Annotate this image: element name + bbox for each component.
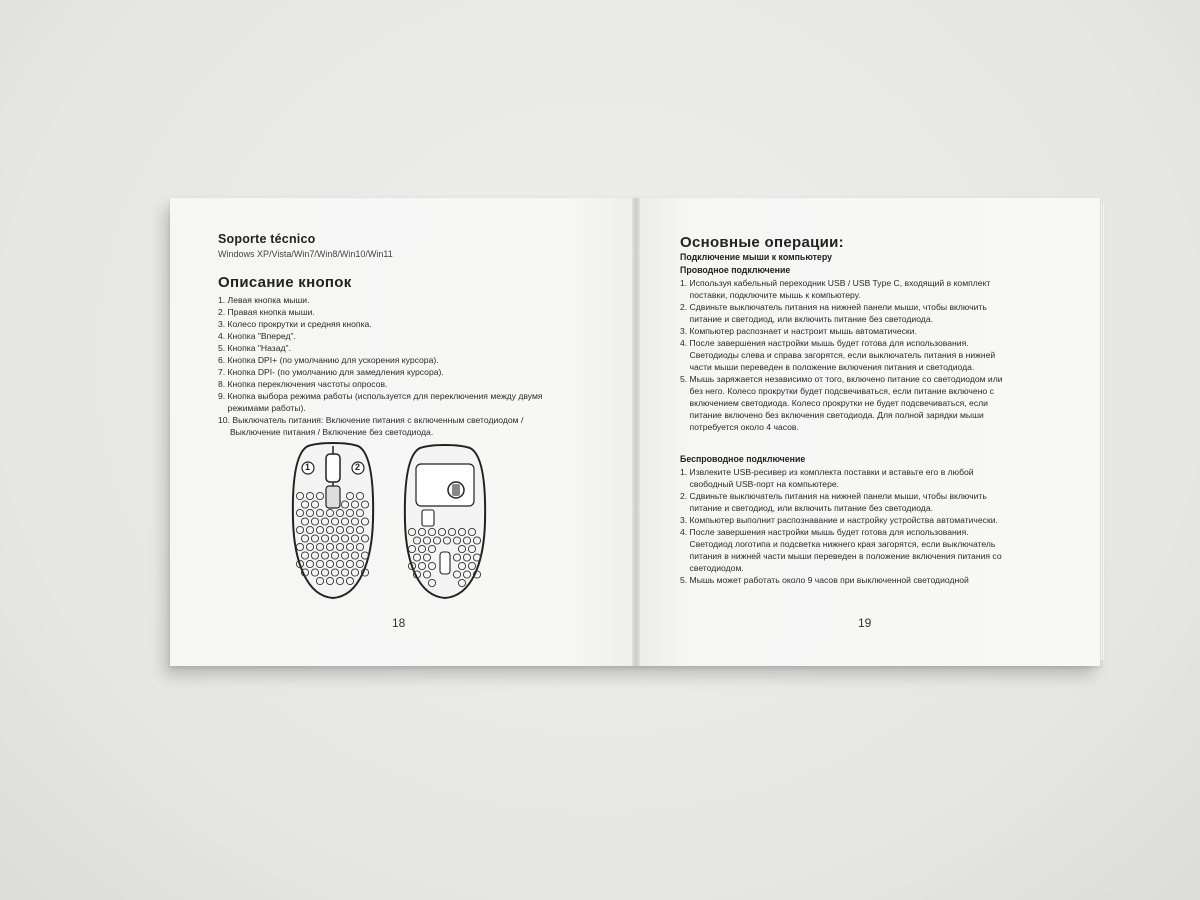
- list-item: питание и светодиод, или включить питание без светодиода.: [680, 503, 933, 513]
- booklet-spine: [632, 198, 640, 666]
- wireless-heading: Беспроводное подключение: [680, 454, 806, 464]
- list-item: свободный USB-порт на компьютере.: [680, 479, 840, 489]
- mouse-top-view-icon: [288, 440, 378, 602]
- list-item: 5. Мышь может работать около 9 часов при выключенной светодиодной: [680, 575, 969, 585]
- list-item: 2. Сдвиньте выключатель питания на нижней панели мыши, чтобы включить: [680, 491, 987, 501]
- list-item: 4. После завершения настройки мышь будет готова для использования.: [680, 527, 969, 537]
- list-item: 5. Мышь заряжается независимо от того, включено питание со светодиодом или: [680, 374, 1003, 384]
- list-item: 7. Кнопка DPI- (по умолчанию для замедления курсора).: [218, 367, 444, 377]
- list-item: 2. Правая кнопка мыши.: [218, 307, 315, 317]
- list-item: 3. Компьютер выполнит распознавание и настройку устройства автоматически.: [680, 515, 998, 525]
- diagram-label-1: 1: [305, 462, 311, 472]
- list-item: питание и светодиод, или включить питание без светодиода.: [680, 314, 933, 324]
- page-edges: [1100, 202, 1104, 660]
- list-item: режимами работы).: [218, 403, 306, 413]
- list-item: 5. Кнопка "Назад".: [218, 343, 291, 353]
- list-item: 8. Кнопка переключения частоты опросов.: [218, 379, 388, 389]
- list-item: Светодиод логотипа и подсветка нижнего края загорятся, если выключатель: [680, 539, 996, 549]
- page-number-left: 18: [392, 616, 406, 630]
- list-item: 6. Кнопка DPI+ (по умолчанию для ускорения курсора).: [218, 355, 439, 365]
- list-item: питания в нижней части мыши переведен в положение включения питания со: [680, 551, 1002, 561]
- list-item: Светодиоды слева и справа загорятся, если выключатель питания в нижней: [680, 350, 996, 360]
- list-item: без него. Колесо прокрутки будет подсвечиваться, если питание включено с: [680, 386, 994, 396]
- list-item: светодиодом.: [680, 563, 744, 573]
- connect-heading: Подключение мыши к компьютеру: [680, 252, 832, 262]
- list-item: 3. Колесо прокрутки и средняя кнопка.: [218, 319, 372, 329]
- mouse-bottom-view-icon: [400, 442, 490, 602]
- page-number-right: 19: [858, 616, 872, 630]
- manual-booklet: [170, 198, 1100, 666]
- list-item: 1. Извлеките USB-ресивер из комплекта поставки и вставьте его в любой: [680, 467, 974, 477]
- list-item: 3. Компьютер распознает и настроит мышь автоматически.: [680, 326, 917, 336]
- wired-heading: Проводное подключение: [680, 265, 791, 275]
- list-item: Выключение питания / Включение без светодиода.: [218, 427, 434, 437]
- list-item: потребуется около 4 часов.: [680, 422, 799, 432]
- wireless-steps-list: [680, 466, 1090, 586]
- diagram-label-2: 2: [355, 462, 361, 472]
- list-item: 1. Используя кабельный переходник USB / USB Type C, входящий в комплект: [680, 278, 991, 288]
- list-item: 1. Левая кнопка мыши.: [218, 295, 310, 305]
- list-item: включением светодиода. Колесо прокрутки не будет подсвечиваться, если: [680, 398, 988, 408]
- wired-steps-list: [680, 277, 1090, 433]
- list-item: 9. Кнопка выбора режима работы (используется для переключения между двумя: [218, 391, 543, 401]
- list-item: питание включено без включения светодиода. Для полной зарядки мыши: [680, 410, 984, 420]
- list-item: 4. Кнопка "Вперед".: [218, 331, 296, 341]
- left-page: [170, 198, 636, 666]
- os-compatibility: Windows XP/Vista/Win7/Win8/Win10/Win11: [218, 249, 393, 259]
- list-item: поставки, подключите мышь к компьютеру.: [680, 290, 861, 300]
- list-item: 2. Сдвиньте выключатель питания на нижней панели мыши, чтобы включить: [680, 302, 987, 312]
- operations-title: Основные операции:: [680, 234, 844, 251]
- buttons-list: [218, 294, 618, 438]
- support-title: Soporte técnico: [218, 232, 316, 246]
- list-item: 4. После завершения настройки мышь будет готова для использования.: [680, 338, 969, 348]
- list-item: 10. Выключатель питания: Включение питания с включенным светодиодом /: [218, 415, 524, 425]
- buttons-title: Описание кнопок: [218, 274, 352, 291]
- list-item: части мыши переведен в положение включения питания и светодиода.: [680, 362, 975, 372]
- right-page: [636, 198, 1100, 666]
